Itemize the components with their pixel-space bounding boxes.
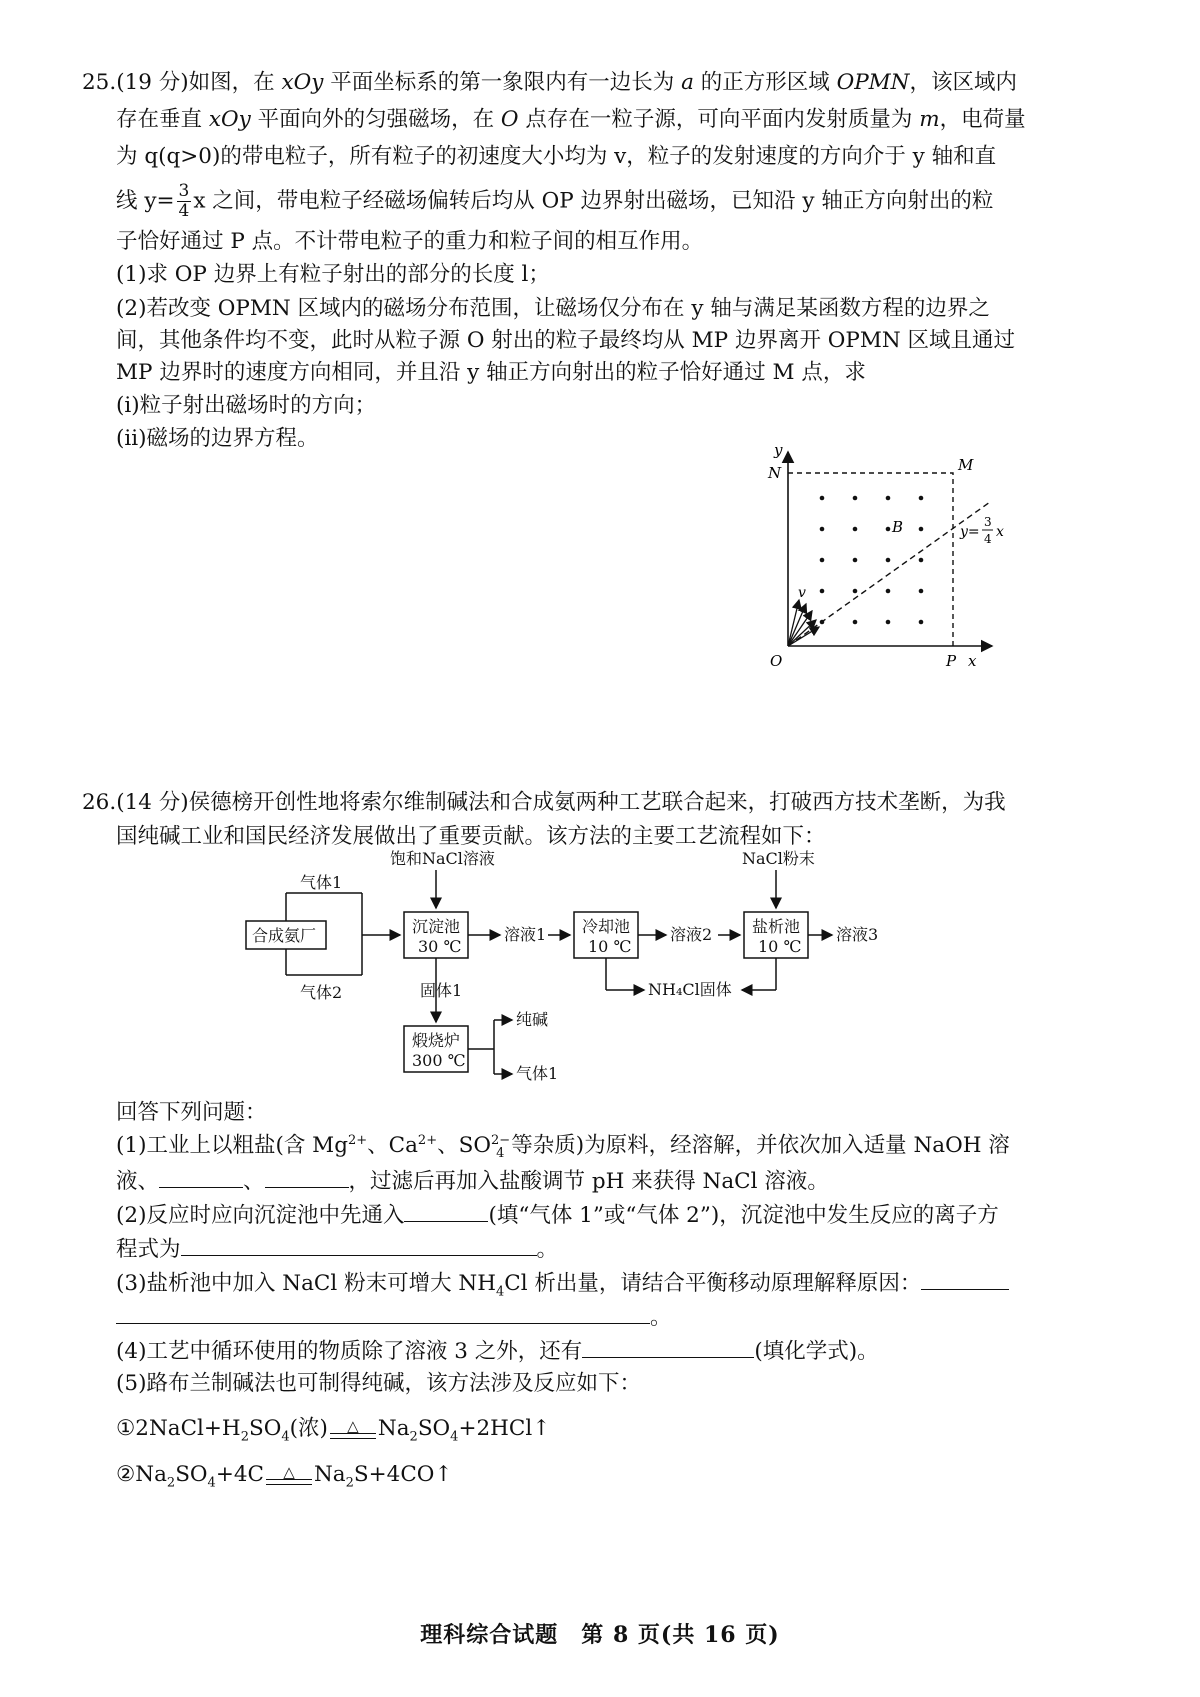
label-y: y: [774, 441, 783, 459]
process-flow-diagram: [240, 848, 920, 1088]
solid1-label: 固体1: [420, 981, 463, 1000]
q26-part-2-line-2: 程式为 。: [116, 1233, 558, 1265]
answer-blank-4[interactable]: [582, 1335, 754, 1358]
label-v: v: [798, 585, 806, 601]
q26-answer-intro: 回答下列问题：: [116, 1100, 267, 1125]
reaction-2: $②Na_2SO_4+4C$ △ $Na_2S+4CO↑$: [116, 1462, 453, 1491]
q25-line-5: 子恰好通过 P 点。不计带电粒子的重力和粒子间的相互作用。: [116, 229, 704, 254]
cooling-temp-label: 10 ℃: [588, 937, 632, 956]
line-label-x: x: [996, 524, 1004, 540]
q26-intro-line-1: 26.(14 分)侯德榜开创性地将索尔维制碱法和合成氨两种工艺联合起来，打破西方技术垄断，为我: [82, 790, 1006, 815]
line-label-prefix: y=: [960, 524, 980, 540]
q26-part-2-line-1: (2)反应时应向沉淀池中先通入 (填“气体 1”或“气体 2”)，沉淀池中发生反应的离子方: [116, 1199, 999, 1231]
q26-part-3-line-2: 。: [116, 1301, 672, 1333]
gas2-bottom-label: 气体2: [300, 983, 343, 1002]
reaction-1: $①2NaCl+H_2SO_4$(浓) △ $Na_2SO_4+2HCl↑$: [116, 1416, 551, 1445]
heat-equals-sign-2: △: [266, 1465, 312, 1485]
label-B: B: [892, 518, 904, 536]
square-boundary: [788, 473, 953, 646]
q26-intro-line-2: 国纯碱工业和国民经济发展做出了重要贡献。该方法的主要工艺流程如下：: [116, 824, 826, 849]
q26-part-5: (5)路布兰制碱法也可制得纯碱，该方法涉及反应如下：: [116, 1371, 641, 1396]
nacl-powder-label: NaCl粉末: [742, 849, 815, 868]
page-footer: 理科综合试题 第 8 页(共 16 页): [420, 1622, 780, 1648]
furnace-temp-label: 300 ℃: [412, 1051, 466, 1070]
answer-blank-1a[interactable]: [159, 1165, 243, 1188]
settling-temp-label: 30 ℃: [418, 937, 462, 956]
label-O: O: [770, 652, 783, 670]
q25-part-2-i: (i)粒子射出磁场时的方向；: [116, 393, 377, 418]
salting-tank-label: 盐析池: [752, 917, 801, 936]
line-label-frac-num: 3: [984, 515, 992, 529]
solution3-label: 溶液3: [836, 925, 879, 944]
label-P: P: [946, 652, 957, 670]
gas1-out-label: 气体1: [516, 1064, 559, 1083]
q26-part-1-line-2: 液、 、 ，过滤后再加入盐酸调节 pH 来获得 NaCl 溶液。: [116, 1165, 829, 1197]
q25-part-2-line-3: MP 边界时的速度方向相同，并且沿 y 轴正方向射出的粒子恰好通过 M 点，求: [116, 360, 866, 385]
q26-part-4: (4)工艺中循环使用的物质除了溶液 3 之外，还有 (填化学式)。: [116, 1335, 879, 1367]
field-dots: [820, 496, 924, 625]
plant-label: 合成氨厂: [252, 926, 317, 945]
answer-blank-2a[interactable]: [404, 1199, 488, 1222]
q25-line-4: 线 y= $\frac{3}{4}$ x 之间，带电粒子经磁场偏转后均从 OP 边界射出磁场，已知沿 y 轴正方向射出的粒: [116, 181, 994, 221]
q25-line-3: 为 q(q>0)的带电粒子，所有粒子的初速度大小均为 v，粒子的发射速度的方向介于 y 轴和直: [116, 144, 997, 169]
q25-line-1: 25.(19 分)如图，在 xOy 平面坐标系的第一象限内有一边长为 a 的正方形区域 OPMN，该区域内: [82, 70, 1018, 95]
answer-blank-3a[interactable]: [921, 1267, 1009, 1290]
settling-tank-label: 沉淀池: [412, 917, 461, 936]
label-x: x: [968, 652, 977, 670]
furnace-label: 煅烧炉: [412, 1031, 461, 1050]
line-label-frac-den: 4: [984, 532, 992, 546]
fraction-three-quarters: $\frac{3}{4}$: [178, 181, 190, 221]
q25-part-1: (1)求 OP 边界上有粒子射出的部分的长度 l；: [116, 262, 550, 287]
q26-part-3-line-1: (3)盐析池中加入 NaCl 粉末可增大 $NH_4Cl$ 析出量，请结合平衡移动原理解释原因：: [116, 1267, 1009, 1299]
label-M: M: [958, 456, 974, 474]
answer-blank-3b[interactable]: [116, 1301, 650, 1324]
gas1-top-label: 气体1: [300, 873, 343, 892]
salting-temp-label: 10 ℃: [758, 937, 802, 956]
q26-part-1-line-1: (1)工业上以粗盐(含 $Mg^{2+}$、$Ca^{2+}$、$SO^{2-}_4$ 等杂质)为原料，经溶解，并依次加入适量 NaOH 溶: [116, 1132, 1010, 1162]
cooling-tank-label: 冷却池: [582, 917, 631, 936]
q25-part-2-ii: (ii)磁场的边界方程。: [116, 426, 319, 451]
soda-label: 纯碱: [516, 1010, 549, 1029]
nh4cl-solid-label: NH₄Cl固体: [648, 980, 732, 999]
answer-blank-2b[interactable]: [181, 1233, 537, 1256]
q25-part-2-line-1: (2)若改变 OPMN 区域内的磁场分布范围，让磁场仅分布在 y 轴与满足某函数方程的边界之: [116, 296, 990, 321]
label-N: N: [768, 464, 782, 482]
magnetic-field-figure: [760, 440, 1090, 705]
answer-blank-1b[interactable]: [265, 1165, 349, 1188]
solution2-label: 溶液2: [670, 925, 713, 944]
q25-part-2-line-2: 间，其他条件均不变，此时从粒子源 O 射出的粒子最终均从 MP 边界离开 OPMN 区域且通过: [116, 328, 1016, 353]
velocity-arrows: [788, 600, 819, 646]
heat-equals-sign: △: [330, 1419, 376, 1439]
nacl-solution-label: 饱和NaCl溶液: [390, 849, 495, 868]
q25-line-2: 存在垂直 xOy 平面向外的匀强磁场，在 O 点存在一粒子源，可向平面内发射质量为 m，电荷量: [116, 107, 1026, 132]
solution1-label: 溶液1: [504, 925, 547, 944]
